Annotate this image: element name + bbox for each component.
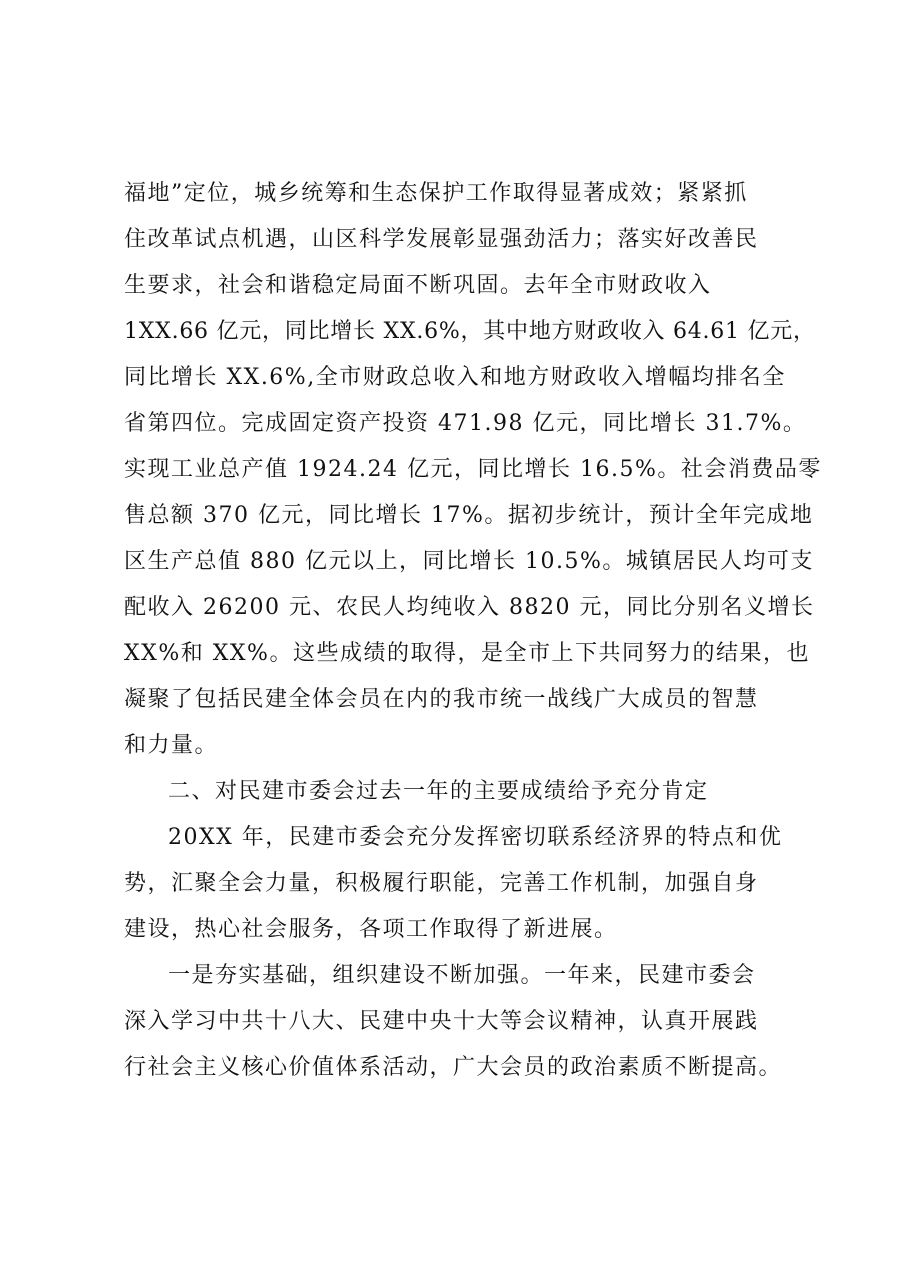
- text-line: 实现工业总产值 1924.24 亿元，同比增长 16.5%。社会消费品零: [124, 457, 822, 482]
- text-line: 生要求，社会和谐稳定局面不断巩固。去年全市财政收入: [124, 273, 712, 298]
- text-line: 区生产总值 880 亿元以上，同比增长 10.5%。城镇居民人均可支: [124, 549, 814, 574]
- text-line: 建设，热心社会服务，各项工作取得了新进展。: [124, 917, 618, 942]
- text-line: 势，汇聚全会力量，积极履行职能，完善工作机制，加强自身: [124, 871, 759, 896]
- text-line: XX%和 XX%。这些成绩的取得，是全市上下共同努力的结果，也: [124, 641, 810, 666]
- text-line: 福地”定位，城乡统筹和生态保护工作取得显著成效；紧紧抓: [124, 181, 748, 206]
- text-line: 凝聚了包括民建全体会员在内的我市统一战线广大成员的智慧: [124, 687, 759, 712]
- text-line: 住改革试点机遇，山区科学发展彰显强劲活力；落实好改善民: [124, 227, 759, 252]
- section-heading: 二、对民建市委会过去一年的主要成绩给予充分肯定: [168, 779, 709, 804]
- text-line: 省第四位。完成固定资产投资 471.98 亿元，同比增长 31.7%。: [124, 411, 807, 436]
- text-line: 行社会主义核心价值体系活动，广大会员的政治素质不断提高。: [124, 1055, 783, 1080]
- text-line: 和力量。: [124, 733, 219, 758]
- body-text: [124, 171, 824, 1091]
- text-line: 深入学习中共十八大、民建中央十大等会议精神，认真开展践: [124, 1009, 759, 1034]
- paragraph-start: 一是夯实基础，组织建设不断加强。一年来，民建市委会: [168, 963, 756, 988]
- text-line: 售总额 370 亿元，同比增长 17%。据初步统计，预计全年完成地: [124, 503, 814, 528]
- text-line: 同比增长 XX.6%,全市财政总收入和地方财政收入增幅均排名全: [124, 365, 786, 390]
- text-line: 配收入 26200 元、农民人均纯收入 8820 元，同比分别名义增长: [124, 595, 815, 620]
- text-line: 1XX.66 亿元，同比增长 XX.6%，其中地方财政收入 64.61 亿元，: [124, 319, 816, 344]
- paragraph-start: 20XX 年，民建市委会充分发挥密切联系经济界的特点和优: [168, 825, 783, 850]
